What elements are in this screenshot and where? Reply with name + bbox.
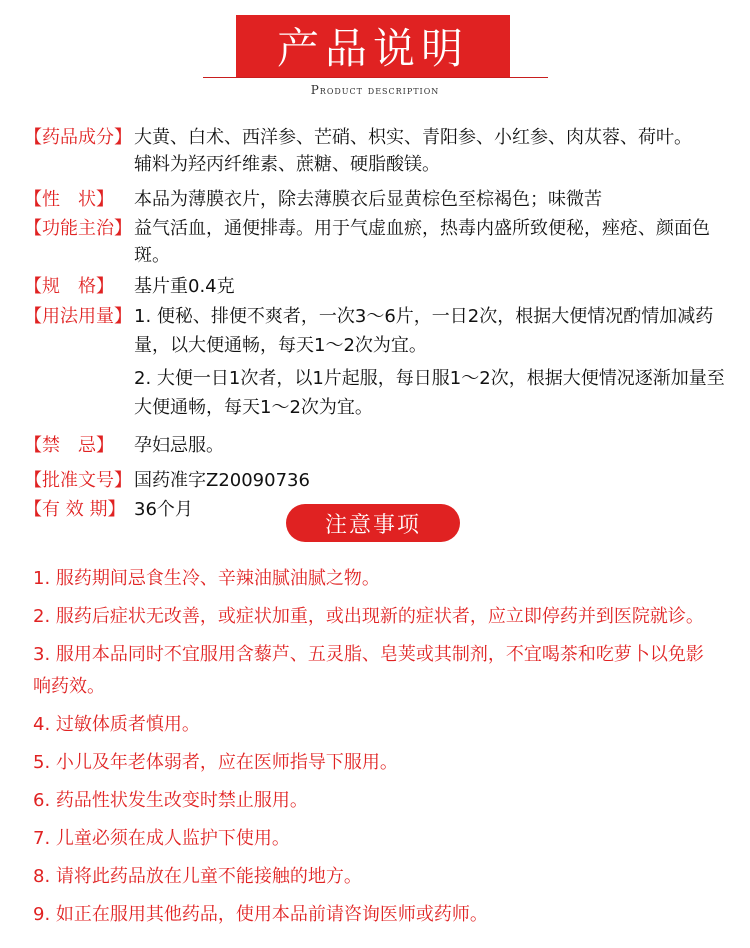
info-label: 【批准文号】 <box>24 470 132 491</box>
notice-item: 2. 服药后症状无改善，或症状加重，或出现新的症状者，应立即停药并到医院就诊。 <box>33 606 704 627</box>
info-line: 国药准字Z20090736 <box>134 470 310 491</box>
title-divider <box>203 77 548 78</box>
info-line: 益气活血，通便排毒。用于气虚血瘀，热毒内盛所致便秘，痤疮、颜面色斑。 <box>134 218 710 266</box>
product-info <box>24 124 736 523</box>
info-value <box>134 124 692 178</box>
info-line: 大黄、白术、西洋参、芒硝、枳实、青阳参、小红参、肉苁蓉、荷叶。 <box>134 127 692 148</box>
info-value <box>134 467 310 494</box>
info-line: 基片重0.4克 <box>134 276 235 297</box>
info-line: 2. 大便一日1次者，以1片起服，每日服1～2次，根据大便情况逐渐加量至大便通畅，每天1～2次为宜。 <box>134 368 725 418</box>
notice-list <box>33 563 713 937</box>
info-row-ingredients <box>24 124 736 178</box>
info-label: 【用法用量】 <box>24 306 132 327</box>
notice-item: 1. 服药期间忌食生冷、辛辣油腻油腻之物。 <box>33 568 380 589</box>
notice-item: 3. 服用本品同时不宜服用含藜芦、五灵脂、皂荚或其制剂，不宜喝茶和吃萝卜以免影响药效。 <box>33 644 704 697</box>
info-row-contraindications <box>24 432 736 459</box>
info-label: 【性 状】 <box>24 189 114 210</box>
info-row-indications <box>24 215 736 269</box>
notice-item: 4. 过敏体质者慎用。 <box>33 714 200 735</box>
info-value <box>134 186 602 213</box>
info-row-spec <box>24 273 736 300</box>
page-subtitle: Product description <box>310 83 440 97</box>
page-title: 产品说明 <box>236 15 510 77</box>
info-line: 辅料为羟丙纤维素、蔗糖、硬脂酸镁。 <box>134 154 440 175</box>
info-label: 【功能主治】 <box>24 218 132 239</box>
notice-item: 9. 如正在服用其他药品，使用本品前请咨询医师或药师。 <box>33 904 488 925</box>
notice-item: 6. 药品性状发生改变时禁止服用。 <box>33 790 308 811</box>
notice-title: 注意事项 <box>286 504 460 542</box>
info-value <box>134 273 235 300</box>
info-row-dosage <box>24 302 736 422</box>
info-value <box>134 496 193 523</box>
info-line: 36个月 <box>134 499 193 520</box>
info-label: 【禁 忌】 <box>24 435 114 456</box>
info-value <box>134 302 736 422</box>
info-value <box>134 215 736 269</box>
notice-item: 8. 请将此药品放在儿童不能接触的地方。 <box>33 866 362 887</box>
info-label: 【有 效 期】 <box>24 499 126 520</box>
info-line: 孕妇忌服。 <box>134 435 224 456</box>
info-label: 【规 格】 <box>24 276 114 297</box>
info-line: 1. 便秘、排便不爽者，一次3～6片，一日2次，根据大便情况酌情加减药量，以大便通畅，每天1～2次为宜。 <box>134 306 714 356</box>
info-row-approval <box>24 467 736 494</box>
info-row-appearance <box>24 186 736 213</box>
info-value <box>134 432 224 459</box>
info-label: 【药品成分】 <box>24 127 132 148</box>
notice-item: 7. 儿童必须在成人监护下使用。 <box>33 828 290 849</box>
notice-item: 5. 小儿及年老体弱者，应在医师指导下服用。 <box>33 752 398 773</box>
info-line: 本品为薄膜衣片，除去薄膜衣后显黄棕色至棕褐色；味微苦 <box>134 189 602 210</box>
